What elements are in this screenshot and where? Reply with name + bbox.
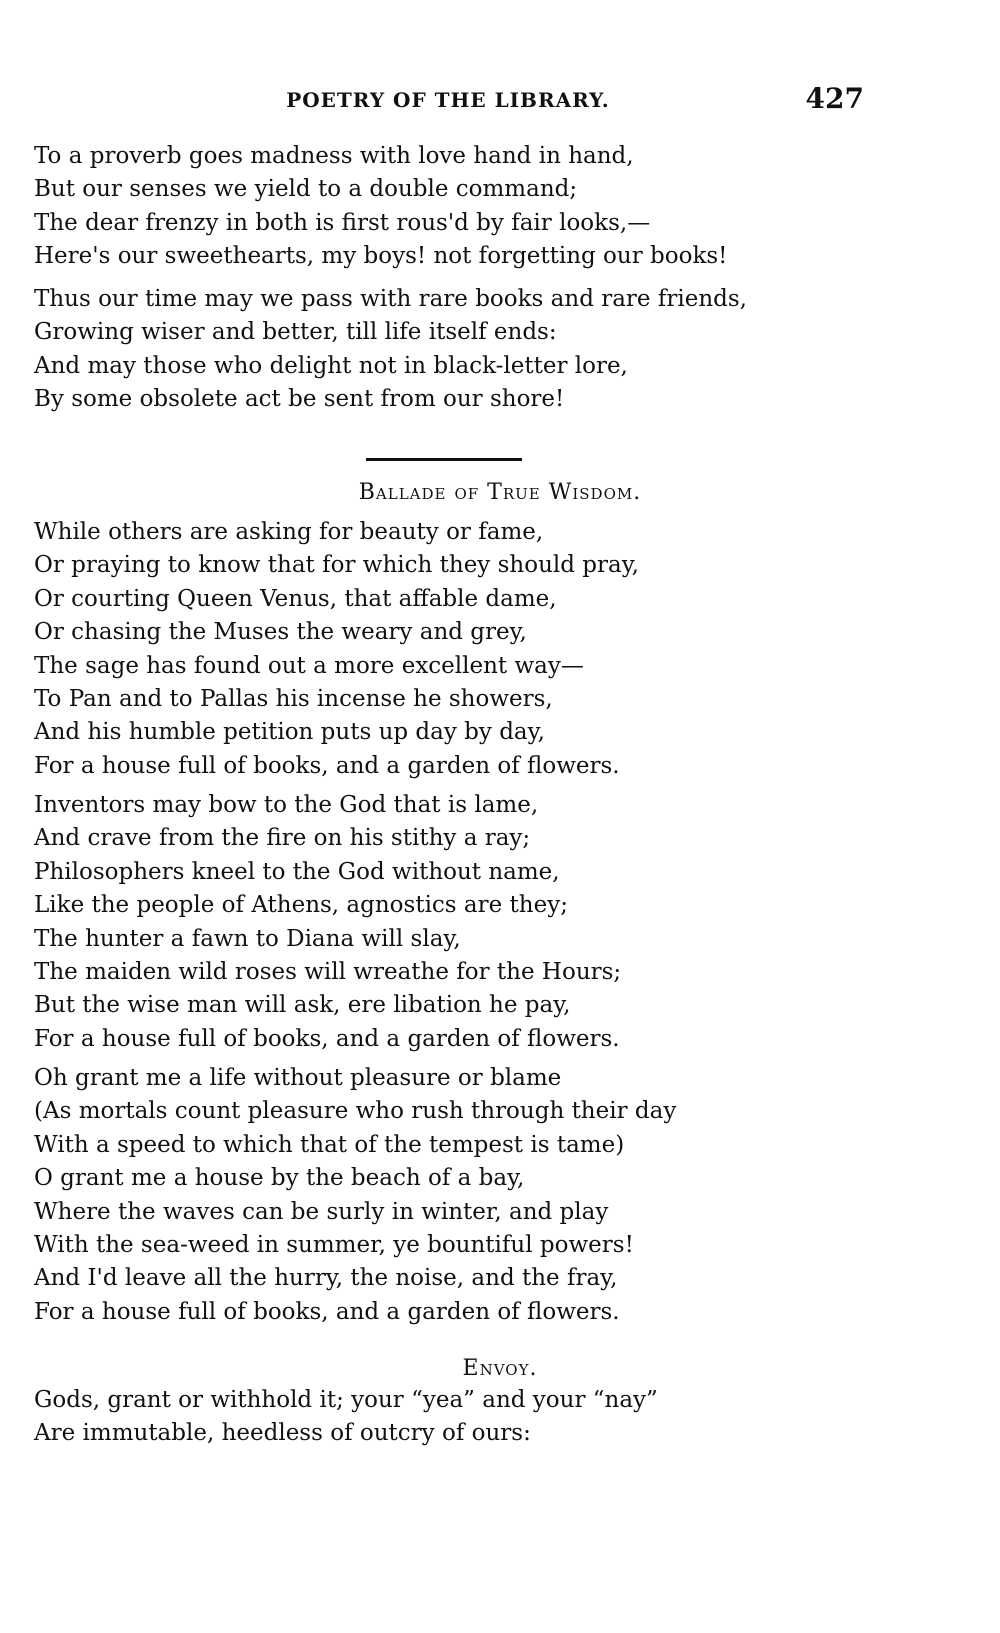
poem-line: The dear frenzy in both is first rous'd by fair looks,— (34, 209, 651, 236)
poem-line: With the sea-weed in summer, ye bountiful powers! (34, 1231, 634, 1258)
poem-line: The maiden wild roses will wreathe for the Hours; (34, 958, 622, 985)
poem-line: To a proverb goes madness with love hand in hand, (34, 143, 634, 169)
stanza-1 (34, 140, 914, 274)
ballade-stanza-1 (34, 516, 914, 783)
poem-line: To Pan and to Pallas his incense he showers, (34, 685, 553, 712)
poem-line: And crave from the fire on his stithy a ray; (34, 825, 531, 852)
envoy-title: Envoy. (462, 1356, 538, 1381)
ballade-title: Ballade of True Wisdom. (358, 480, 642, 505)
poem-line: Or chasing the Muses the weary and grey, (34, 619, 527, 646)
poem-line: For a house full of books, and a garden of flowers. (34, 752, 620, 779)
poem-line: Like the people of Athens, agnostics are they; (34, 892, 568, 919)
poem-line: With a speed to which that of the tempest is tame) (34, 1131, 625, 1158)
poem-line: But our senses we yield to a double command; (34, 176, 578, 203)
poem-line: The sage has found out a more excellent way— (34, 652, 584, 679)
poem-line: Or praying to know that for which they should pray, (34, 552, 639, 579)
page-number: 427 (805, 82, 864, 115)
envoy-stanza (34, 1384, 914, 1451)
poem-line: Are immutable, heedless of outcry of ours: (34, 1420, 531, 1447)
stanza-2 (34, 283, 914, 417)
poem-line: For a house full of books, and a garden of flowers. (34, 1025, 620, 1052)
poem-line: And I'd leave all the hurry, the noise, and the fray, (34, 1265, 618, 1292)
poem-line: O grant me a house by the beach of a bay, (34, 1165, 525, 1192)
poem-line: The hunter a fawn to Diana will slay, (34, 925, 461, 952)
running-head (32, 82, 864, 122)
poem-line: Or courting Queen Venus, that affable dame, (34, 585, 557, 612)
ballade-stanza-3 (34, 1062, 914, 1329)
ballade-stanza-2 (34, 789, 914, 1056)
poem-line: Gods, grant or withhold it; your “yea” and your “nay” (34, 1387, 658, 1413)
section-divider (366, 458, 522, 461)
poem-line: (As mortals count pleasure who rush through their day (34, 1098, 677, 1125)
poem-line: Thus our time may we pass with rare books and rare friends, (34, 286, 747, 312)
poem-line: But the wise man will ask, ere libation he pay, (34, 992, 571, 1019)
poem-line: Philosophers kneel to the God without name, (34, 858, 560, 885)
poem-line: By some obsolete act be sent from our shore! (34, 386, 565, 413)
running-head-title: POETRY OF THE LIBRARY. (286, 88, 610, 112)
poem-line: Oh grant me a life without pleasure or blame (34, 1065, 562, 1091)
poem-line: Growing wiser and better, till life itself ends: (34, 319, 557, 346)
poem-line: And his humble petition puts up day by day, (34, 719, 545, 746)
poem-line: For a house full of books, and a garden of flowers. (34, 1298, 620, 1325)
poem-line: Here's our sweethearts, my boys! not forgetting our books! (34, 243, 728, 270)
poem-line: Inventors may bow to the God that is lame, (34, 792, 539, 818)
poem-line: While others are asking for beauty or fame, (34, 519, 544, 545)
poem-line: And may those who delight not in black-letter lore, (34, 352, 628, 379)
poem-line: Where the waves can be surly in winter, and play (34, 1198, 609, 1225)
